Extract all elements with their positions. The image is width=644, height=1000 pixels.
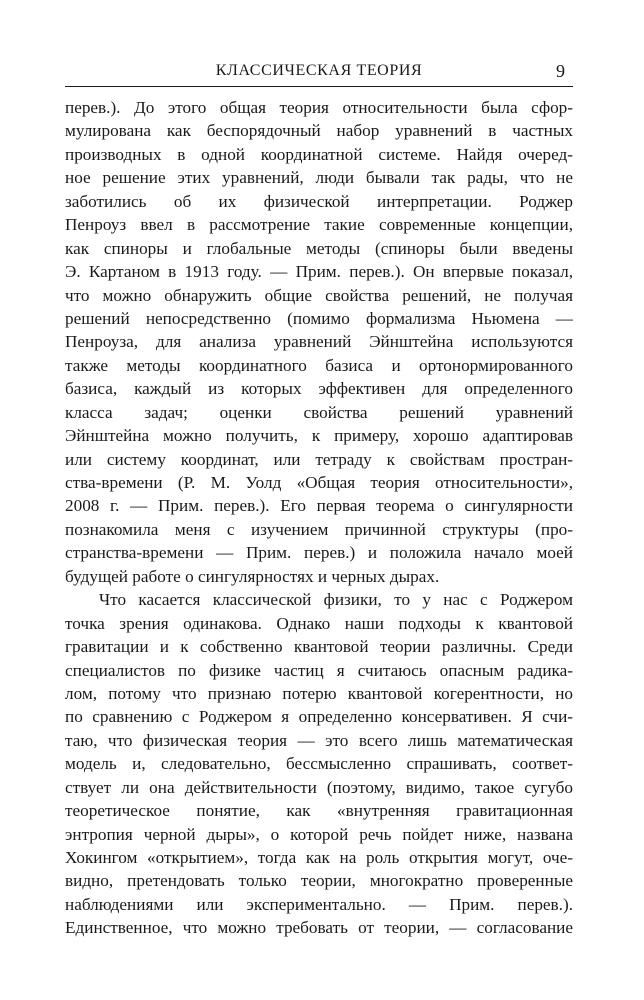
text-line: специалистов по физике частиц я считаюсь опасным радика- <box>65 660 573 680</box>
text-line: будущей работе о сингулярностях и черных дырах. <box>65 566 440 586</box>
text-line: Эйнштейна можно получить, к примеру, хорошо адаптировав <box>65 426 573 446</box>
text-line: класса задач; оценки свойства решений уравнений <box>65 402 573 422</box>
text-line: лом, потому что признаю потерю квантовой когерентности, но <box>65 683 573 703</box>
text-line: мулирована как беспорядочный набор уравнений в частных <box>65 121 573 141</box>
text-line: что можно обнаружить общие свойства решений, не получая <box>65 285 573 305</box>
text-line: точка зрения одинакова. Однако наши подходы к квантовой <box>65 613 573 633</box>
text-line: или систему координат, или тетраду к свойствам простран- <box>65 449 573 469</box>
text-line: решений непосредственно (помимо формализма Ньюмена — <box>65 308 573 328</box>
text-line: энтропия черной дыры», о которой речь пойдет ниже, названа <box>65 824 573 844</box>
text-line: Что касается классической физики, то у нас с Роджером <box>99 590 573 610</box>
text-line: перев.). До этого общая теория относительности была сфор- <box>65 98 573 117</box>
text-line: по сравнению с Роджером я определенно консервативен. Я счи- <box>65 707 573 727</box>
text-line: видно, претендовать только теории, многократно проверенные <box>65 871 573 891</box>
running-head-title: КЛАССИЧЕСКАЯ ТЕОРИЯ <box>215 62 423 79</box>
text-line: наблюдениями или экспериментально. — Прим. перев.). <box>65 894 573 914</box>
header-rule <box>65 86 573 87</box>
text-line: как спиноры и глобальные методы (спиноры были введены <box>65 238 573 258</box>
text-line: ное решение этих уравнений, люди бывали так рады, что не <box>65 168 573 188</box>
text-line: производных в одной координатной системе. Найдя очеред- <box>65 144 573 164</box>
text-line: Э. Картаном в 1913 году. — Прим. перев.). Он впервые показал, <box>65 262 573 282</box>
text-line: странства-времени — Прим. перев.) и положила начало моей <box>65 543 573 563</box>
text-line: теоретическое понятие, как «внутренняя гравитационная <box>65 801 573 821</box>
text-line: ства-времени (Р. М. Уолд «Общая теория относительности», <box>65 473 573 492</box>
text-line: заботились об их физической интерпретации. Роджер <box>65 191 573 211</box>
body-text <box>65 96 573 940</box>
text-line: таю, что физическая теория — это всего лишь математическая <box>65 730 573 750</box>
text-line: гравитации и к собственно квантовой теории различны. Среди <box>65 637 573 657</box>
text-line: также методы координатного базиса и ортонормированного <box>65 355 573 375</box>
running-head <box>65 62 573 84</box>
text-line: ствует ли она действительности (поэтому, видимо, такое сугубо <box>65 777 573 797</box>
text-line: 2008 г. — Прим. перев.). Его первая теорема о сингулярности <box>65 496 573 516</box>
text-line: Пенроуза, для анализа уравнений Эйнштейна используются <box>65 332 573 352</box>
text-line: Пенроуз ввел в рассмотрение такие современные концепции, <box>65 215 573 235</box>
text-line: познакомила меня с изучением причинной структуры (про- <box>65 519 573 539</box>
text-line: Единственное, что можно требовать от теории, — согласование <box>65 918 573 938</box>
text-line: модель и, следовательно, бессмысленно спрашивать, соответ- <box>65 754 573 774</box>
text-line: Хокингом «открытием», тогда как на роль открытия могут, оче- <box>65 848 573 867</box>
text-line: базиса, каждый из которых эффективен для определенного <box>65 379 573 399</box>
page-number: 9 <box>556 61 565 81</box>
